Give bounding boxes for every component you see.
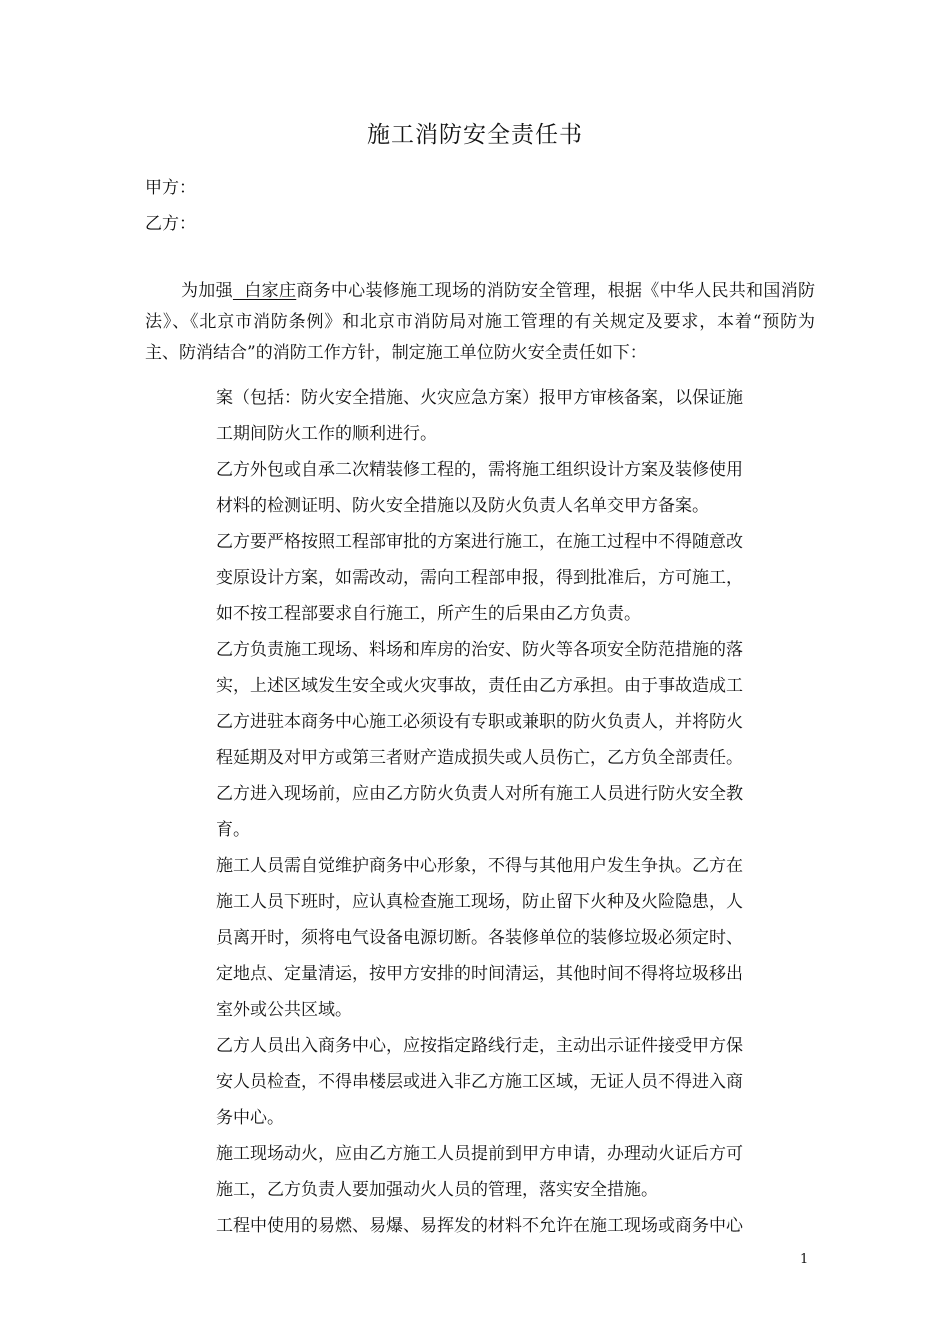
intro-text: 商务中心装修施工现场的消防安全管理，根据《中华人民共和国消防法》、《北京市消防条例》和北京市消防局对施工管理的有关规定及要求，本着“预防为主、防消结合”的消防工作方针，制定施工单位防火安全责任如下：	[145, 281, 816, 363]
text-line: 程延期及对甲方或第三者财产造成损失或人员伤亡，乙方负全部责任。	[216, 748, 743, 768]
text-line: 施工人员下班时，应认真检查施工现场，防止留下火种及火险隐患，人	[216, 892, 743, 912]
text-line: 工期间防火工作的顺利进行。	[216, 424, 437, 444]
text-line: 安人员检查，不得串楼层或进入非乙方施工区域，无证人员不得进入商	[216, 1072, 743, 1092]
party-a-label: 甲方：	[145, 178, 196, 198]
intro-paragraph	[145, 276, 815, 369]
party-b-label: 乙方：	[145, 214, 196, 234]
text-line: 乙方要严格按照工程部审批的方案进行施工，在施工过程中不得随意改	[216, 532, 743, 552]
text-line: 施工现场动火，应由乙方施工人员提前到甲方申请，办理动火证后方可	[216, 1144, 743, 1164]
text-line: 施工，乙方负责人要加强动火人员的管理，落实安全措施。	[216, 1180, 658, 1200]
text-line: 务中心。	[216, 1108, 284, 1128]
text-line: 变原设计方案，如需改动，需向工程部申报，得到批准后，方可施工，	[216, 568, 743, 588]
text-line: 施工人员需自觉维护商务中心形象，不得与其他用户发生争执。乙方在	[216, 856, 743, 876]
text-line: 育。	[216, 820, 250, 840]
text-line: 乙方进驻本商务中心施工必须设有专职或兼职的防火负责人，并将防火	[216, 712, 743, 732]
text-line: 如不按工程部要求自行施工，所产生的后果由乙方负责。	[216, 604, 641, 624]
text-line: 乙方人员出入商务中心，应按指定路线行走，主动出示证件接受甲方保	[216, 1036, 743, 1056]
text-line: 实，上述区域发生安全或火灾事故，责任由乙方承担。由于事故造成工	[216, 676, 743, 696]
text-line: 工程中使用的易燃、易爆、易挥发的材料不允许在施工现场或商务中心	[216, 1216, 743, 1236]
intro-location: 白家庄	[232, 281, 297, 301]
text-line: 定地点、定量清运，按甲方安排的时间清运，其他时间不得将垃圾移出	[216, 964, 743, 984]
text-line: 员离开时，须将电气设备电源切断。各装修单位的装修垃圾必须定时、	[216, 928, 743, 948]
intro-prefix: 为加强	[181, 281, 233, 301]
responsibility-items	[216, 380, 810, 1244]
text-line: 案（包括：防火安全措施、火灾应急方案）报甲方审核备案，以保证施	[216, 388, 743, 408]
document-title: 施工消防安全责任书	[367, 122, 583, 148]
text-line: 室外或公共区域。	[216, 1000, 352, 1020]
text-line: 乙方进入现场前，应由乙方防火负责人对所有施工人员进行防火安全教	[216, 784, 743, 804]
page-number: 1	[800, 1252, 809, 1267]
text-line: 材料的检测证明、防火安全措施以及防火负责人名单交甲方备案。	[216, 496, 709, 516]
text-line: 乙方负责施工现场、料场和库房的治安、防火等各项安全防范措施的落	[216, 640, 743, 660]
text-line: 乙方外包或自承二次精装修工程的，需将施工组织设计方案及装修使用	[216, 460, 743, 480]
